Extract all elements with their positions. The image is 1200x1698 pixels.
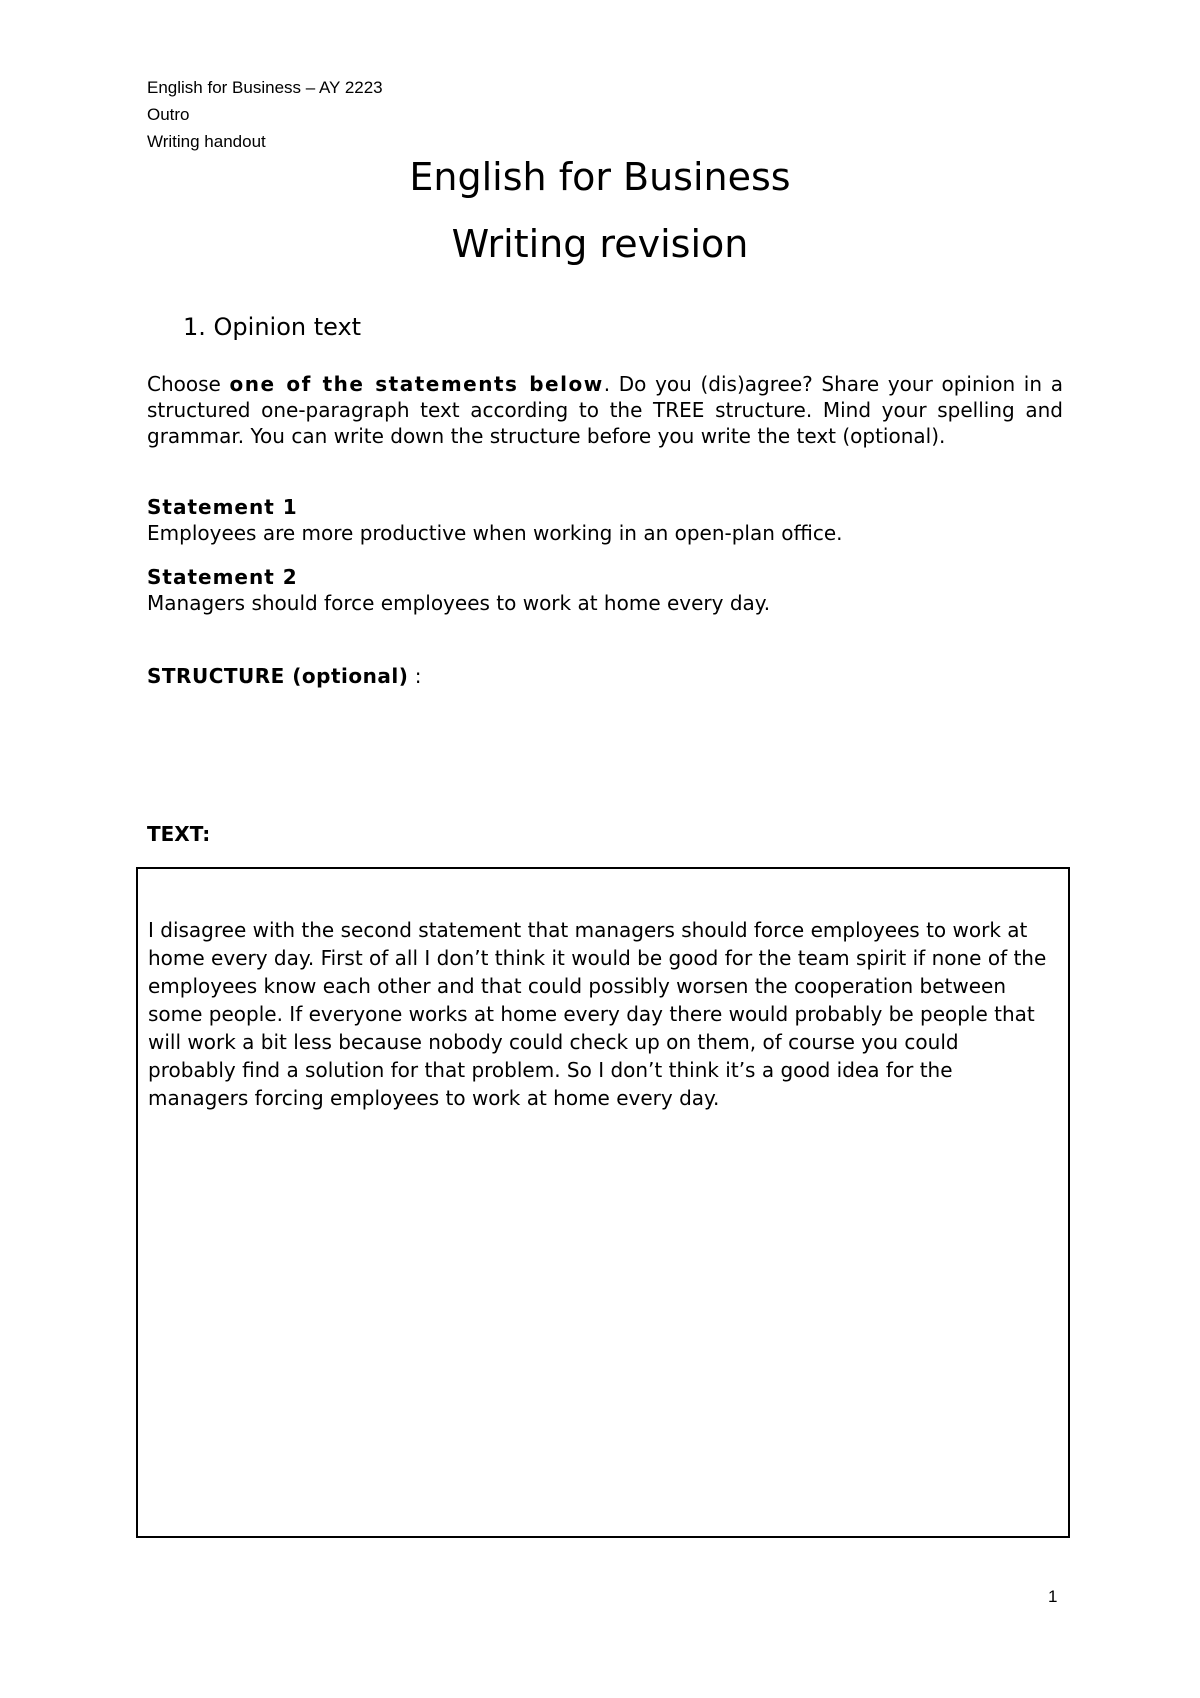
instructions-emphasis: one of the statements below <box>229 372 604 396</box>
document-header <box>147 74 383 155</box>
statement-2-label: Statement 2 <box>147 565 298 589</box>
instructions-prefix: Choose <box>147 372 230 396</box>
answer-text: I disagree with the second statement that managers should force employees to work at home every day. First of all I don’t think it would be good for the team spirit if none of the employees know each other and that could possibly worsen the cooperation between some people. If everyone works at home every day there would probably be people that will work a bit less because nobody could check up on them, of course you could probably find a solution for that problem. So I don’t think it’s a good idea for the managers forcing employees to work at home every day. <box>148 918 1047 1110</box>
statement-1-text: Employees are more productive when working in an open-plan office. <box>147 521 843 545</box>
structure-label: STRUCTURE (optional) <box>147 664 409 688</box>
doc-type-line: Writing handout <box>147 132 266 151</box>
page-number: 1 <box>1048 1587 1058 1606</box>
structure-heading <box>147 664 421 688</box>
unit-line: Outro <box>147 105 190 124</box>
structure-colon: : <box>408 664 422 688</box>
statement-1-label: Statement 1 <box>147 495 298 519</box>
text-heading: TEXT: <box>147 822 211 846</box>
page-title: English for Business <box>409 155 791 199</box>
instructions-suffix: . Do you (dis)agree? Share your opinion in a structured one-paragraph text according to the TREE structure. Mind your spelling and grammar. You can write down the structure before you write the text (optional). <box>147 372 1063 448</box>
answer-box[interactable] <box>136 867 1070 1538</box>
instructions-paragraph <box>147 371 1063 449</box>
course-line: English for Business – AY 2223 <box>147 78 383 97</box>
page-subtitle: Writing revision <box>451 222 749 266</box>
statement-2-text: Managers should force employees to work at home every day. <box>147 591 771 615</box>
section-heading: 1. Opinion text <box>183 313 362 341</box>
